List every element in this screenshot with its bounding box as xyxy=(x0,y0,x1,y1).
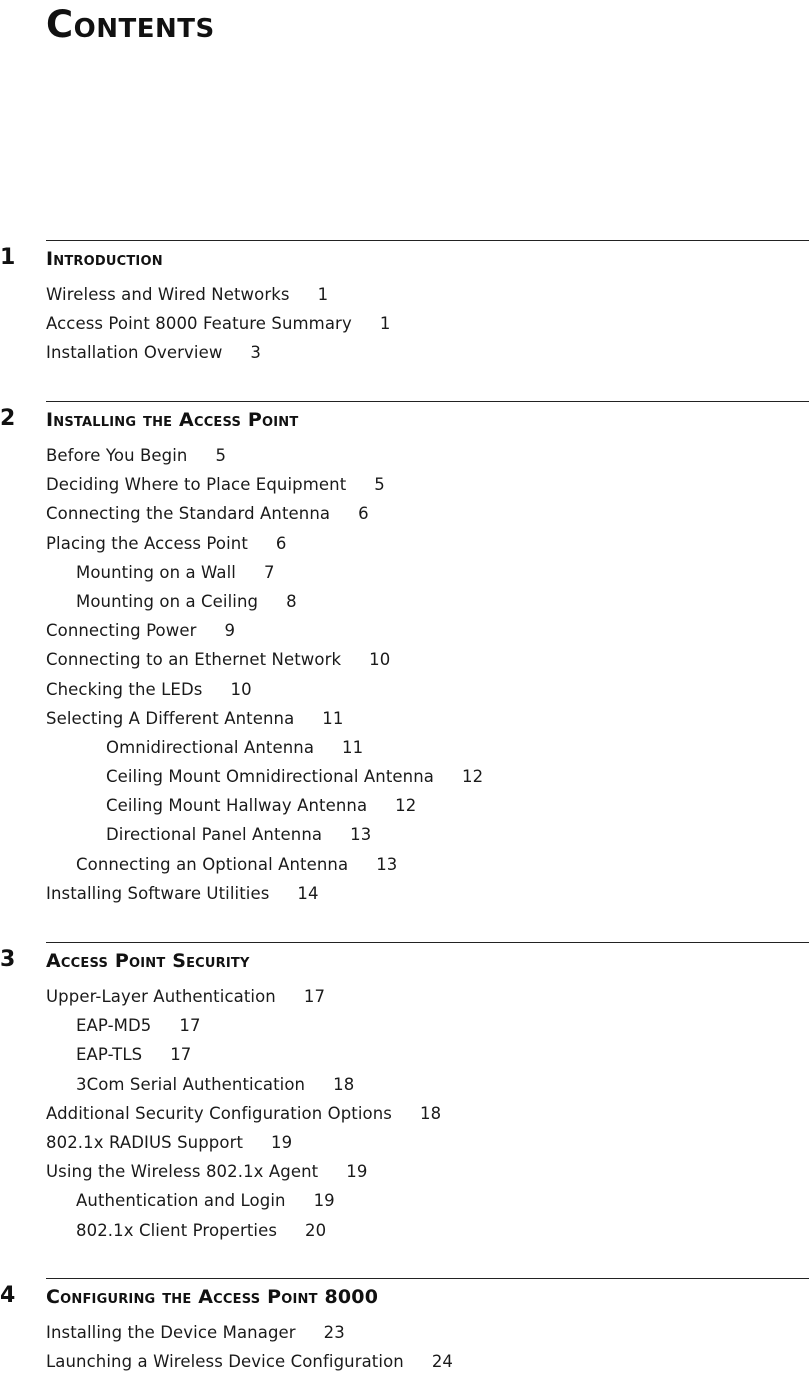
chapter-title: Configuring the Access Point 8000 xyxy=(46,1286,379,1308)
toc-entry-text: Connecting the Standard Antenna xyxy=(46,504,331,524)
toc-page-number: 14 xyxy=(297,883,319,903)
toc-entry-text: Authentication and Login xyxy=(76,1191,286,1211)
toc-entry-list xyxy=(0,982,441,1245)
toc-entry[interactable] xyxy=(0,1099,441,1128)
toc-entry[interactable] xyxy=(0,441,483,470)
chapter-number: 2 xyxy=(0,406,16,431)
toc-entry[interactable] xyxy=(0,704,483,733)
toc-page-number: 6 xyxy=(358,504,369,524)
toc-entry[interactable] xyxy=(0,1157,441,1186)
toc-page-number: 5 xyxy=(215,446,227,465)
toc-page-number: 11 xyxy=(342,737,364,757)
toc-entry-list xyxy=(0,1318,453,1376)
toc-subsubentry[interactable] xyxy=(0,733,483,762)
toc-page-number: 13 xyxy=(376,854,398,874)
toc-page-number: 10 xyxy=(230,679,252,699)
toc-entry-text: Launching a Wireless Device Configuration xyxy=(46,1352,404,1372)
toc-entry[interactable] xyxy=(0,338,390,367)
toc-page-number: 23 xyxy=(323,1323,345,1342)
chapter-title: Access Point Security xyxy=(46,950,250,972)
toc-page-number: 19 xyxy=(346,1162,368,1182)
toc-entry-text: Access Point 8000 Feature Summary xyxy=(46,314,352,334)
toc-entry-text: Installing the Device Manager xyxy=(46,1323,296,1342)
toc-entry-text: 802.1x Client Properties xyxy=(76,1220,278,1240)
chapter-number: 1 xyxy=(0,245,16,270)
toc-subentry[interactable] xyxy=(0,1216,441,1245)
toc-page-number: 10 xyxy=(369,650,391,670)
toc-entry-text: Omnidirectional Antenna xyxy=(106,737,315,757)
toc-entry-text: EAP-MD5 xyxy=(76,1016,152,1036)
toc-page-number: 6 xyxy=(275,533,287,553)
toc-entry-text: Mounting on a Wall xyxy=(76,562,236,582)
toc-entry-text: Selecting A Different Antenna xyxy=(46,708,295,728)
toc-page-number: 9 xyxy=(224,621,236,641)
toc-subentry[interactable] xyxy=(0,1040,441,1069)
toc-entry[interactable] xyxy=(0,499,483,528)
chapter-number: 4 xyxy=(0,1283,16,1308)
toc-subentry[interactable] xyxy=(0,1186,441,1215)
chapter-title: Introduction xyxy=(46,248,163,270)
toc-page-number: 13 xyxy=(350,825,372,845)
toc-entry-text: Installing Software Utilities xyxy=(46,883,270,903)
toc-entry-list xyxy=(0,280,390,368)
toc-entry-text: 3Com Serial Authentication xyxy=(76,1074,306,1094)
toc-page-number: 18 xyxy=(333,1074,355,1094)
toc-entry[interactable] xyxy=(0,280,390,309)
toc-entry-text: Upper-Layer Authentication xyxy=(46,987,276,1006)
toc-subentry[interactable] xyxy=(0,850,483,879)
toc-entry-text: Checking the LEDs xyxy=(46,679,203,699)
toc-entry[interactable] xyxy=(0,529,483,558)
toc-page-number: 17 xyxy=(303,987,326,1006)
toc-page-number: 19 xyxy=(271,1132,293,1152)
toc-entry[interactable] xyxy=(0,470,483,499)
toc-page-number: 24 xyxy=(431,1352,454,1372)
toc-page-number: 19 xyxy=(313,1191,335,1211)
toc-entry-text: Connecting an Optional Antenna xyxy=(76,854,349,874)
chapter-divider xyxy=(46,401,809,402)
chapter-title: Installing the Access Point xyxy=(46,409,299,431)
toc-page-number: 5 xyxy=(374,475,385,495)
chapter-divider xyxy=(46,1278,809,1279)
toc-entry[interactable] xyxy=(0,616,483,645)
toc-entry-list xyxy=(0,441,483,908)
toc-subsubentry[interactable] xyxy=(0,762,483,791)
toc-page-number: 18 xyxy=(419,1103,442,1123)
toc-entry-text: Wireless and Wired Networks xyxy=(46,285,290,304)
toc-entry-text: Installation Overview xyxy=(46,343,223,363)
page-title: Contents xyxy=(46,3,215,46)
toc-entry[interactable] xyxy=(0,1128,441,1157)
toc-entry[interactable] xyxy=(0,982,441,1011)
toc-entry[interactable] xyxy=(0,879,483,908)
toc-entry-text: Ceiling Mount Omnidirectional Antenna xyxy=(106,767,435,787)
chapter-divider xyxy=(46,240,809,241)
toc-entry-text: Using the Wireless 802.1x Agent xyxy=(46,1162,319,1182)
toc-page-number: 8 xyxy=(286,591,297,611)
toc-subentry[interactable] xyxy=(0,558,483,587)
chapter-divider xyxy=(46,942,809,943)
toc-page-number: 20 xyxy=(305,1220,327,1240)
toc-entry-text: 802.1x RADIUS Support xyxy=(46,1132,244,1152)
toc-entry[interactable] xyxy=(0,1347,453,1376)
toc-entry[interactable] xyxy=(0,309,390,338)
toc-page-number: 12 xyxy=(395,796,417,816)
toc-subsubentry[interactable] xyxy=(0,820,483,849)
toc-entry-text: EAP-TLS xyxy=(76,1045,143,1065)
toc-entry-text: Placing the Access Point xyxy=(46,533,248,553)
toc-page-number: 12 xyxy=(462,767,484,787)
toc-entry-text: Additional Security Configuration Options xyxy=(46,1103,392,1123)
toc-entry-text: Directional Panel Antenna xyxy=(106,825,323,845)
toc-page-number: 3 xyxy=(250,343,262,363)
toc-entry-text: Before You Begin xyxy=(46,446,188,465)
toc-page-number: 11 xyxy=(322,708,344,728)
toc-entry-text: Connecting to an Ethernet Network xyxy=(46,650,342,670)
toc-entry-text: Deciding Where to Place Equipment xyxy=(46,475,347,495)
toc-entry[interactable] xyxy=(0,645,483,674)
toc-entry-text: Connecting Power xyxy=(46,621,197,641)
toc-entry[interactable] xyxy=(0,1318,453,1347)
toc-page-number: 7 xyxy=(263,562,275,582)
toc-entry-text: Ceiling Mount Hallway Antenna xyxy=(106,796,368,816)
toc-subentry[interactable] xyxy=(0,1070,441,1099)
toc-subentry[interactable] xyxy=(0,587,483,616)
chapter-number: 3 xyxy=(0,947,16,972)
toc-page-number: 1 xyxy=(317,285,329,304)
toc-page-number: 1 xyxy=(379,314,391,334)
toc-entry[interactable] xyxy=(0,675,483,704)
toc-page-number: 17 xyxy=(179,1016,201,1036)
toc-entry-text: Mounting on a Ceiling xyxy=(76,591,259,611)
toc-subsubentry[interactable] xyxy=(0,791,483,820)
toc-page-number: 17 xyxy=(170,1045,192,1065)
toc-subentry[interactable] xyxy=(0,1011,441,1040)
